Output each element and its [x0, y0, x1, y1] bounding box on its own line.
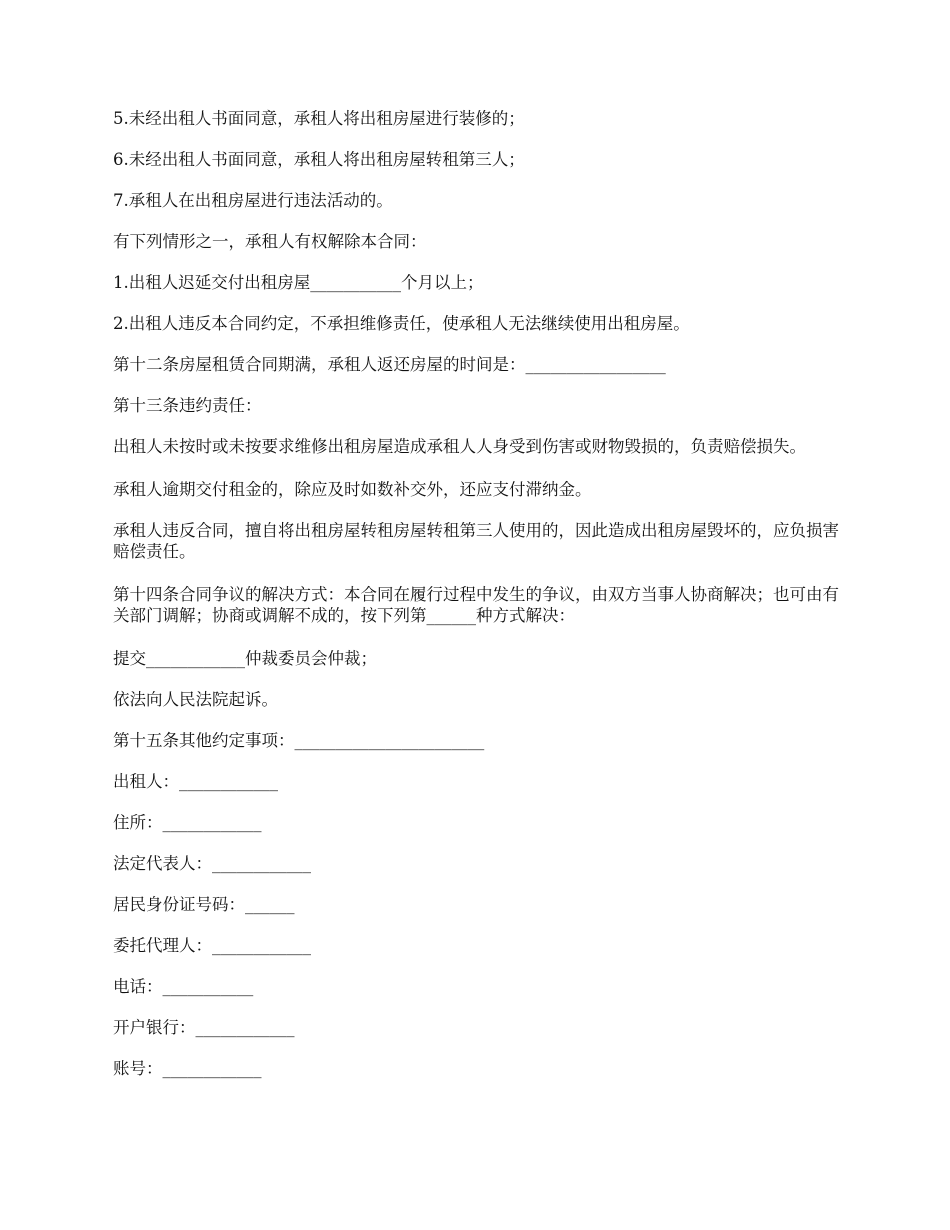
bank-field: 开户银行：____________	[113, 1018, 295, 1037]
dispute-option-arbitration: 提交____________仲裁委员会仲裁；	[113, 649, 377, 668]
legal-rep-field: 法定代表人：____________	[113, 854, 311, 873]
document-page	[113, 108, 843, 1099]
termination-item-2: 2.出租人违反本合同约定，不承担维修责任，使承租人无法继续使用出租房屋。	[113, 314, 690, 333]
account-field: 账号：____________	[113, 1059, 262, 1078]
liability-sublet: 承租人违反合同，擅自将出租房屋转租房屋转租第三人使用的，因此造成出租房屋毁坏的，应负损害赔偿责任。	[113, 521, 839, 561]
liability-late-rent: 承租人逾期交付租金的，除应及时如数补交外，还应支付滞纳金。	[113, 480, 592, 499]
article-12: 第十二条房屋租赁合同期满，承租人返还房屋的时间是：_________________	[113, 355, 666, 374]
article-15: 第十五条其他约定事项：_______________________	[113, 731, 485, 750]
liability-landlord: 出租人未按时或未按要求维修出租房屋造成承租人人身受到伤害或财物毁损的，负责赔偿损失。	[113, 437, 806, 456]
clause-item-7: 7.承租人在出租房屋进行违法活动的。	[113, 191, 393, 210]
termination-intro: 有下列情形之一，承租人有权解除本合同：	[113, 232, 427, 251]
dispute-option-court: 依法向人民法院起诉。	[113, 690, 278, 709]
article-13-heading: 第十三条违约责任：	[113, 396, 262, 415]
landlord-field: 出租人：____________	[113, 772, 278, 791]
phone-field: 电话：___________	[113, 977, 254, 996]
article-14: 第十四条合同争议的解决方式：本合同在履行过程中发生的争议，由双方当事人协商解决；也可由有关部门调解；协商或调解不成的，按下列第______种方式解决：	[113, 585, 839, 625]
clause-item-5: 5.未经出租人书面同意，承租人将出租房屋进行装修的；	[113, 109, 525, 128]
agent-field: 委托代理人：____________	[113, 936, 311, 955]
address-field: 住所：____________	[113, 813, 262, 832]
termination-item-1: 1.出租人迟延交付出租房屋___________个月以上；	[113, 273, 484, 292]
id-number-field: 居民身份证号码：______	[113, 895, 295, 914]
clause-item-6: 6.未经出租人书面同意，承租人将出租房屋转租第三人；	[113, 150, 525, 169]
